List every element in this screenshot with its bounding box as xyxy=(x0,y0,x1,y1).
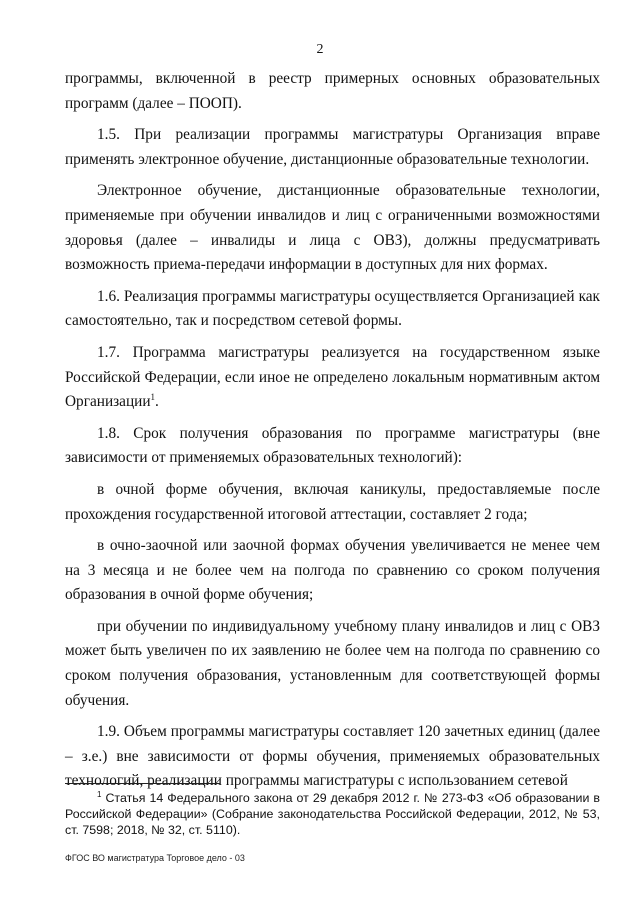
footnote xyxy=(65,790,600,838)
paragraph-individual-plan: при обучении по индивидуальному учебному плану инвалидов и лиц с ОВЗ может быть увеличен по их заявлению не более чем на полгода по сравнению со сроком получения образования, установленным для соответствующей формы обучения. xyxy=(65,617,600,709)
paragraph-full-time: в очной форме обучения, включая каникулы, предоставляемые после прохождения государственной итоговой аттестации, составляет 2 года; xyxy=(65,480,600,523)
paragraph-1-6: 1.6. Реализация программы магистратуры осуществляется Организацией как самостоятельно, так и посредством сетевой формы. xyxy=(65,287,600,330)
footnote-divider xyxy=(65,783,220,784)
body-text xyxy=(65,67,600,801)
footnote-text: Статья 14 Федерального закона от 29 декабря 2012 г. № 273-ФЗ «Об образовании в Российской Федерации» (Собрание законодательства Российской Федерации, 2012, № 53, ст. 7598; 2018, № 32, ст. 5110). xyxy=(65,791,600,837)
paragraph-continuation: программы, включенной в реестр примерных основных образовательных программ (далее – ПООП). xyxy=(65,70,600,112)
paragraph-1-7 xyxy=(65,341,600,415)
paragraph-1-7-text: 1.7. Программа магистратуры реализуется на государственном языке Российской Федерации, если иное не определено локальным нормативным актом Организации xyxy=(65,343,600,411)
document-footer-label: ФГОС ВО магистратура Торговое дело - 03 xyxy=(65,853,245,863)
page-number: 2 xyxy=(316,42,324,57)
paragraph-part-time: в очно-заочной или заочной формах обучения увеличивается не менее чем на 3 месяца и не более чем на полгода по сравнению со сроком получения образования в очной форме обучения; xyxy=(65,537,600,604)
paragraph-1-8: 1.8. Срок получения образования по программе магистратуры (вне зависимости от применяемых образовательных технологий): xyxy=(65,424,600,467)
paragraph-1-5: 1.5. При реализации программы магистратуры Организация вправе применять электронное обучение, дистанционные образовательные технологии. xyxy=(65,126,600,168)
footnote-reference[interactable]: 1 xyxy=(150,392,156,403)
paragraph-1-9: 1.9. Объем программы магистратуры составляет 120 зачетных единиц (далее – з.е.) вне зависимости от формы обучения, применяемых образовательных технологий, реализации программы магистратуры с использованием сетевой xyxy=(65,723,600,790)
paragraph-1-7-tail: . xyxy=(155,393,159,411)
footnote-marker: 1 xyxy=(97,789,102,799)
paragraph-distance-learning: Электронное обучение, дистанционные образовательные технологии, применяемые при обучении инвалидов и лиц с ограниченными возможностями здоровья (далее – инвалиды и лица с ОВЗ), должны предусматривать возможность приема-передачи информации в доступных для них формах. xyxy=(65,182,600,274)
